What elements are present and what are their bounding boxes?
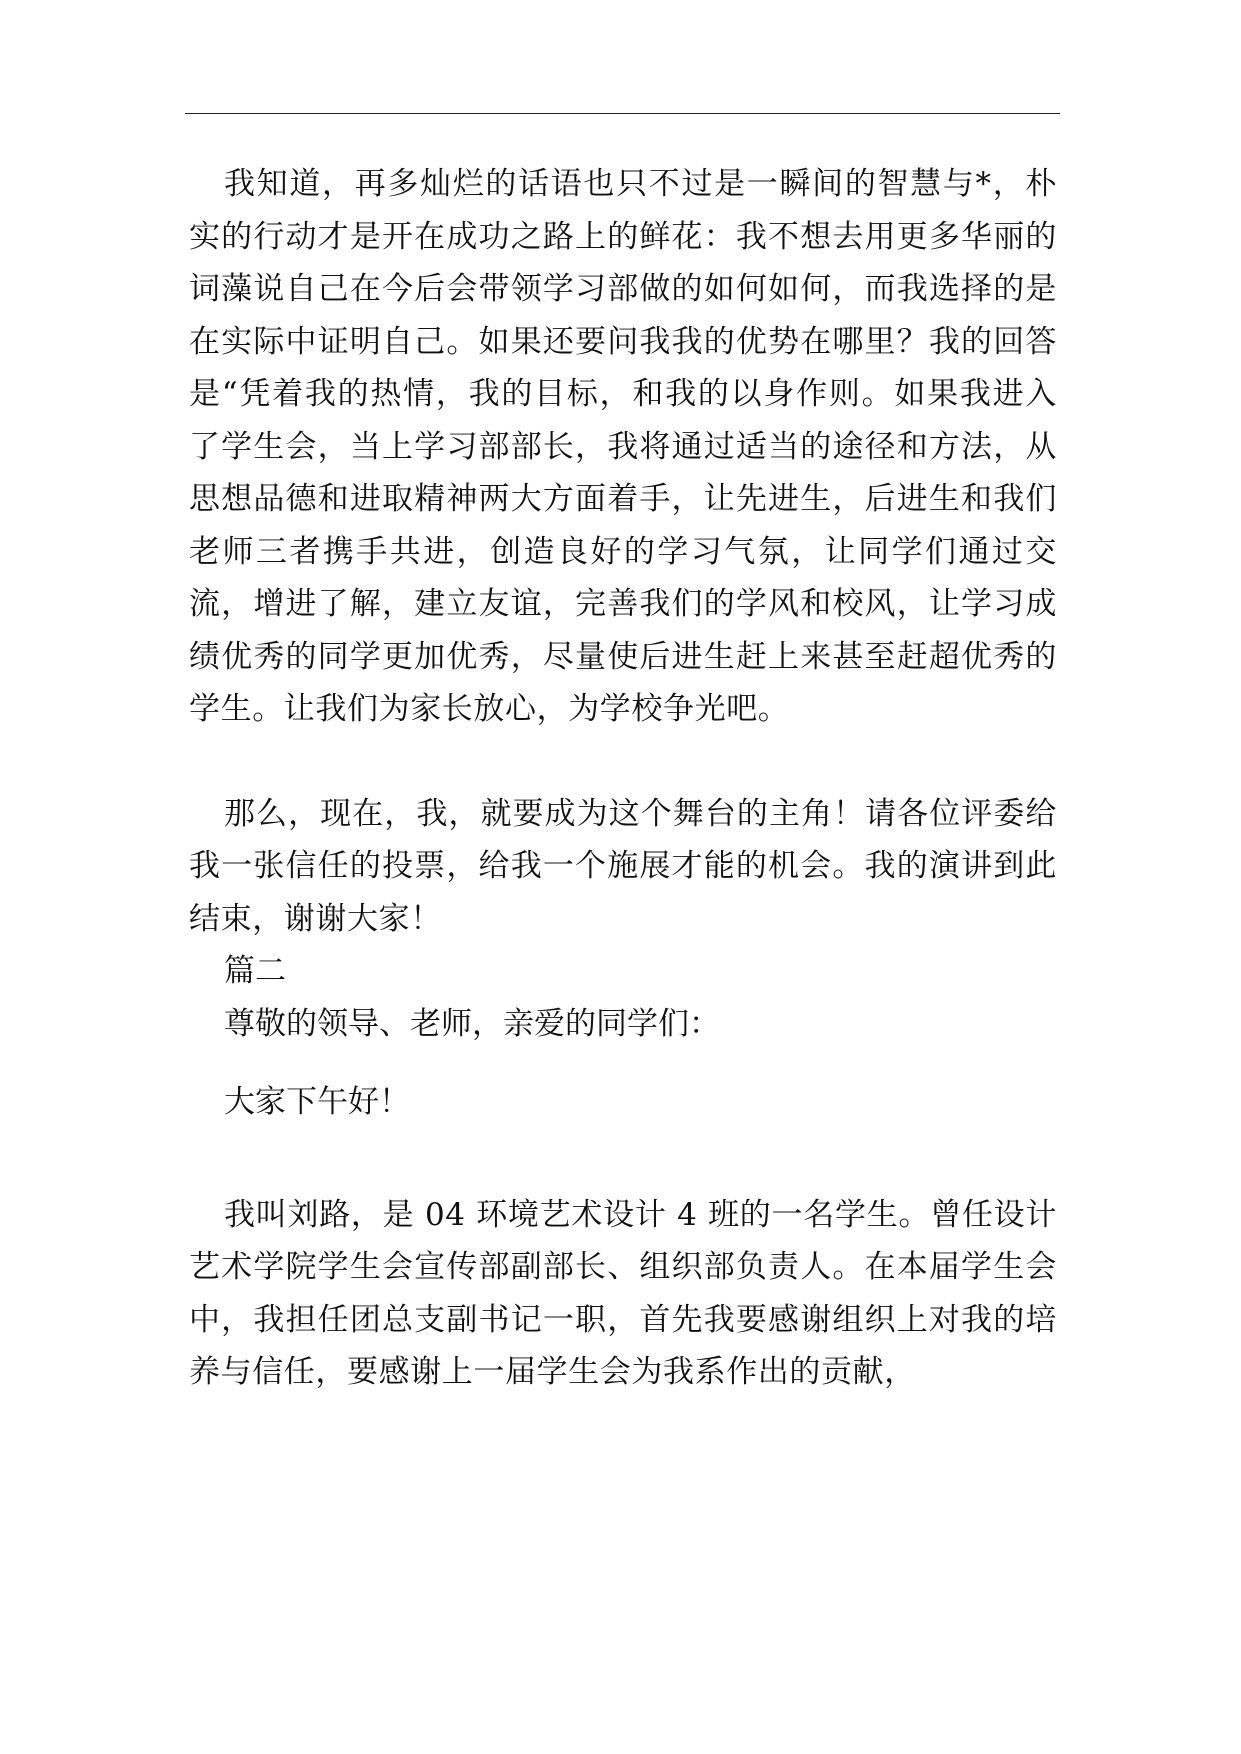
paragraph-spacer [189,736,1057,788]
paragraph-2: 那么，现在，我，就要成为这个舞台的主角！请各位评委给我一张信任的投票，给我一个施展才能的机会。我的演讲到此结束，谢谢大家！ [189,795,1057,937]
document-body [189,158,1057,1399]
greeting: 大家下午好！ [224,1084,410,1120]
header-rule [185,113,1060,114]
paragraph-3: 我叫刘路，是 04 环境艺术设计 4 班的一名学生。曾任设计艺术学院学生会宣传部副部长、组织部负责人。在本届学生会中，我担任团总支副书记一职，首先我要感谢组织上对我的培养与信任，要感谢上一届学生会为我系作出的贡献， [189,1196,1057,1390]
paragraph-1: 我知道，再多灿烂的话语也只不过是一瞬间的智慧与*，朴实的行动才是开在成功之路上的鲜花：我不想去用更多华丽的词藻说自己在今后会带领学习部做的如何如何，而我选择的是在实际中证明自己。如果还要问我我的优势在哪里？我的回答是“凭着我的热情，我的目标，和我的以身作则。如果我进入了学生会，当上学习部部长，我将通过适当的途径和方法，从思想品德和进取精神两大方面着手，让先进生，后进生和我们老师三者携手共进，创造良好的学习气氛，让同学们通过交流，增进了解，建立友谊，完善我们的学风和校风，让学习成绩优秀的同学更加优秀，尽量使后进生赶上来甚至赶超优秀的学生。让我们为家长放心，为学校争光吧。 [189,166,1057,727]
section-title: 篇二 [224,953,286,989]
paragraph-spacer [189,1129,1057,1189]
paragraph-spacer [189,1050,1057,1076]
salutation: 尊敬的领导、老师，亲爱的同学们： [224,1005,720,1042]
